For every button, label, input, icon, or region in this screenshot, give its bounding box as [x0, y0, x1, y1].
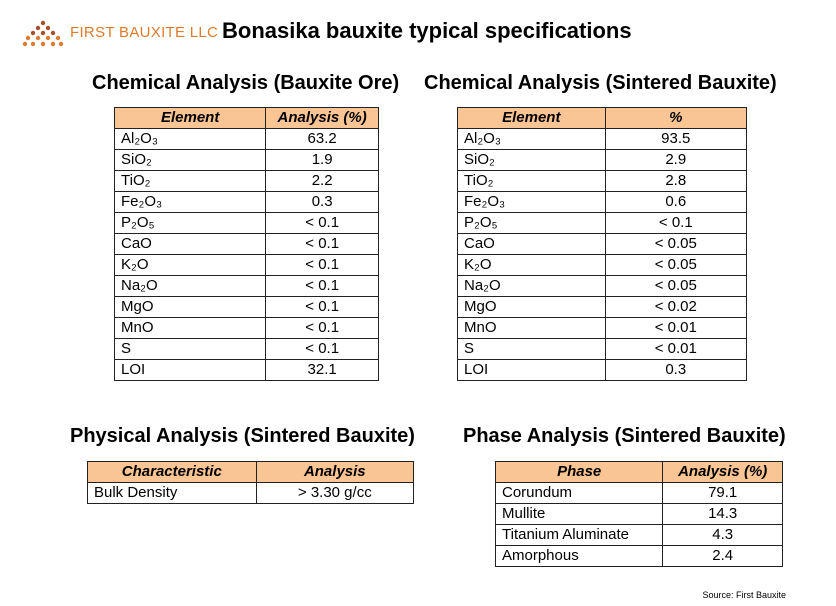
value-cell: 14.3: [663, 504, 783, 525]
value-cell: 93.5: [605, 129, 746, 150]
phase-cell: Mullite: [496, 504, 663, 525]
column-header: Analysis (%): [266, 108, 379, 129]
element-cell: MgO: [458, 297, 606, 318]
table-row: [115, 192, 379, 213]
phase-cell: Amorphous: [496, 546, 663, 567]
source-note: Source: First Bauxite: [702, 590, 786, 600]
table-row: [115, 276, 379, 297]
table-row: [88, 483, 414, 504]
table-row: [115, 234, 379, 255]
element-cell: TiO₂: [458, 171, 606, 192]
value-cell: < 0.1: [605, 213, 746, 234]
element-cell: LOI: [458, 360, 606, 381]
value-cell: 2.2: [266, 171, 379, 192]
value-cell: 2.8: [605, 171, 746, 192]
physical-title: Physical Analysis (Sintered Bauxite): [70, 425, 415, 447]
value-cell: < 0.1: [266, 339, 379, 360]
element-cell: MnO: [115, 318, 266, 339]
table-header-row: [496, 462, 783, 483]
value-cell: 32.1: [266, 360, 379, 381]
value-cell: < 0.01: [605, 339, 746, 360]
table-row: [458, 360, 747, 381]
element-cell: SiO₂: [458, 150, 606, 171]
chem-ore-table: [114, 107, 379, 381]
column-header: %: [605, 108, 746, 129]
table-row: [458, 339, 747, 360]
table-header-row: [115, 108, 379, 129]
table-row: [458, 150, 747, 171]
column-header: Element: [458, 108, 606, 129]
table-row: [458, 318, 747, 339]
value-cell: > 3.30 g/cc: [256, 483, 413, 504]
table-row: [115, 360, 379, 381]
company-name: FIRST BAUXITE LLC: [70, 24, 219, 41]
value-cell: 2.4: [663, 546, 783, 567]
element-cell: MgO: [115, 297, 266, 318]
table-row: [458, 192, 747, 213]
table-row: [115, 339, 379, 360]
table-row: [115, 255, 379, 276]
table-row: [458, 276, 747, 297]
element-cell: Fe₂O₃: [115, 192, 266, 213]
element-cell: LOI: [115, 360, 266, 381]
element-cell: P₂O₅: [458, 213, 606, 234]
value-cell: 0.6: [605, 192, 746, 213]
element-cell: K₂O: [458, 255, 606, 276]
column-header: Analysis: [256, 462, 413, 483]
value-cell: 63.2: [266, 129, 379, 150]
value-cell: < 0.1: [266, 255, 379, 276]
column-header: Analysis (%): [663, 462, 783, 483]
value-cell: < 0.01: [605, 318, 746, 339]
value-cell: < 0.1: [266, 234, 379, 255]
value-cell: < 0.1: [266, 297, 379, 318]
table-row: [458, 213, 747, 234]
table-header-row: [458, 108, 747, 129]
chem-sintered-title: Chemical Analysis (Sintered Bauxite): [424, 72, 777, 94]
characteristic-cell: Bulk Density: [88, 483, 257, 504]
value-cell: < 0.1: [266, 213, 379, 234]
table-row: [458, 171, 747, 192]
table-header-row: [88, 462, 414, 483]
value-cell: 1.9: [266, 150, 379, 171]
phase-cell: Corundum: [496, 483, 663, 504]
table-row: [115, 318, 379, 339]
table-row: [458, 255, 747, 276]
phase-cell: Titanium Aluminate: [496, 525, 663, 546]
value-cell: < 0.1: [266, 318, 379, 339]
chem-ore-title: Chemical Analysis (Bauxite Ore): [92, 72, 400, 94]
table-row: [115, 171, 379, 192]
table-row: [115, 129, 379, 150]
element-cell: SiO₂: [115, 150, 266, 171]
table-row: [458, 297, 747, 318]
table-row: [115, 150, 379, 171]
element-cell: CaO: [115, 234, 266, 255]
value-cell: 2.9: [605, 150, 746, 171]
table-row: [496, 504, 783, 525]
chem-sintered-table: [457, 107, 747, 381]
value-cell: < 0.05: [605, 255, 746, 276]
column-header: Characteristic: [88, 462, 257, 483]
element-cell: Na₂O: [115, 276, 266, 297]
element-cell: MnO: [458, 318, 606, 339]
element-cell: CaO: [458, 234, 606, 255]
phase-title: Phase Analysis (Sintered Bauxite): [463, 425, 786, 447]
element-cell: Fe₂O₃: [458, 192, 606, 213]
element-cell: K₂O: [115, 255, 266, 276]
physical-table: [87, 461, 414, 504]
table-row: [496, 483, 783, 504]
value-cell: < 0.05: [605, 276, 746, 297]
element-cell: Na₂O: [458, 276, 606, 297]
value-cell: 0.3: [605, 360, 746, 381]
table-row: [115, 297, 379, 318]
value-cell: 4.3: [663, 525, 783, 546]
element-cell: Al₂O₃: [115, 129, 266, 150]
value-cell: 0.3: [266, 192, 379, 213]
value-cell: 79.1: [663, 483, 783, 504]
table-row: [458, 234, 747, 255]
table-row: [496, 525, 783, 546]
table-row: [115, 213, 379, 234]
value-cell: < 0.1: [266, 276, 379, 297]
page-title: Bonasika bauxite typical specifications: [222, 18, 632, 43]
table-row: [458, 129, 747, 150]
value-cell: < 0.02: [605, 297, 746, 318]
value-cell: < 0.05: [605, 234, 746, 255]
company-logo: [22, 20, 64, 48]
element-cell: P₂O₅: [115, 213, 266, 234]
element-cell: S: [458, 339, 606, 360]
table-row: [496, 546, 783, 567]
phase-table: [495, 461, 783, 567]
column-header: Element: [115, 108, 266, 129]
element-cell: Al₂O₃: [458, 129, 606, 150]
element-cell: TiO₂: [115, 171, 266, 192]
column-header: Phase: [496, 462, 663, 483]
element-cell: S: [115, 339, 266, 360]
